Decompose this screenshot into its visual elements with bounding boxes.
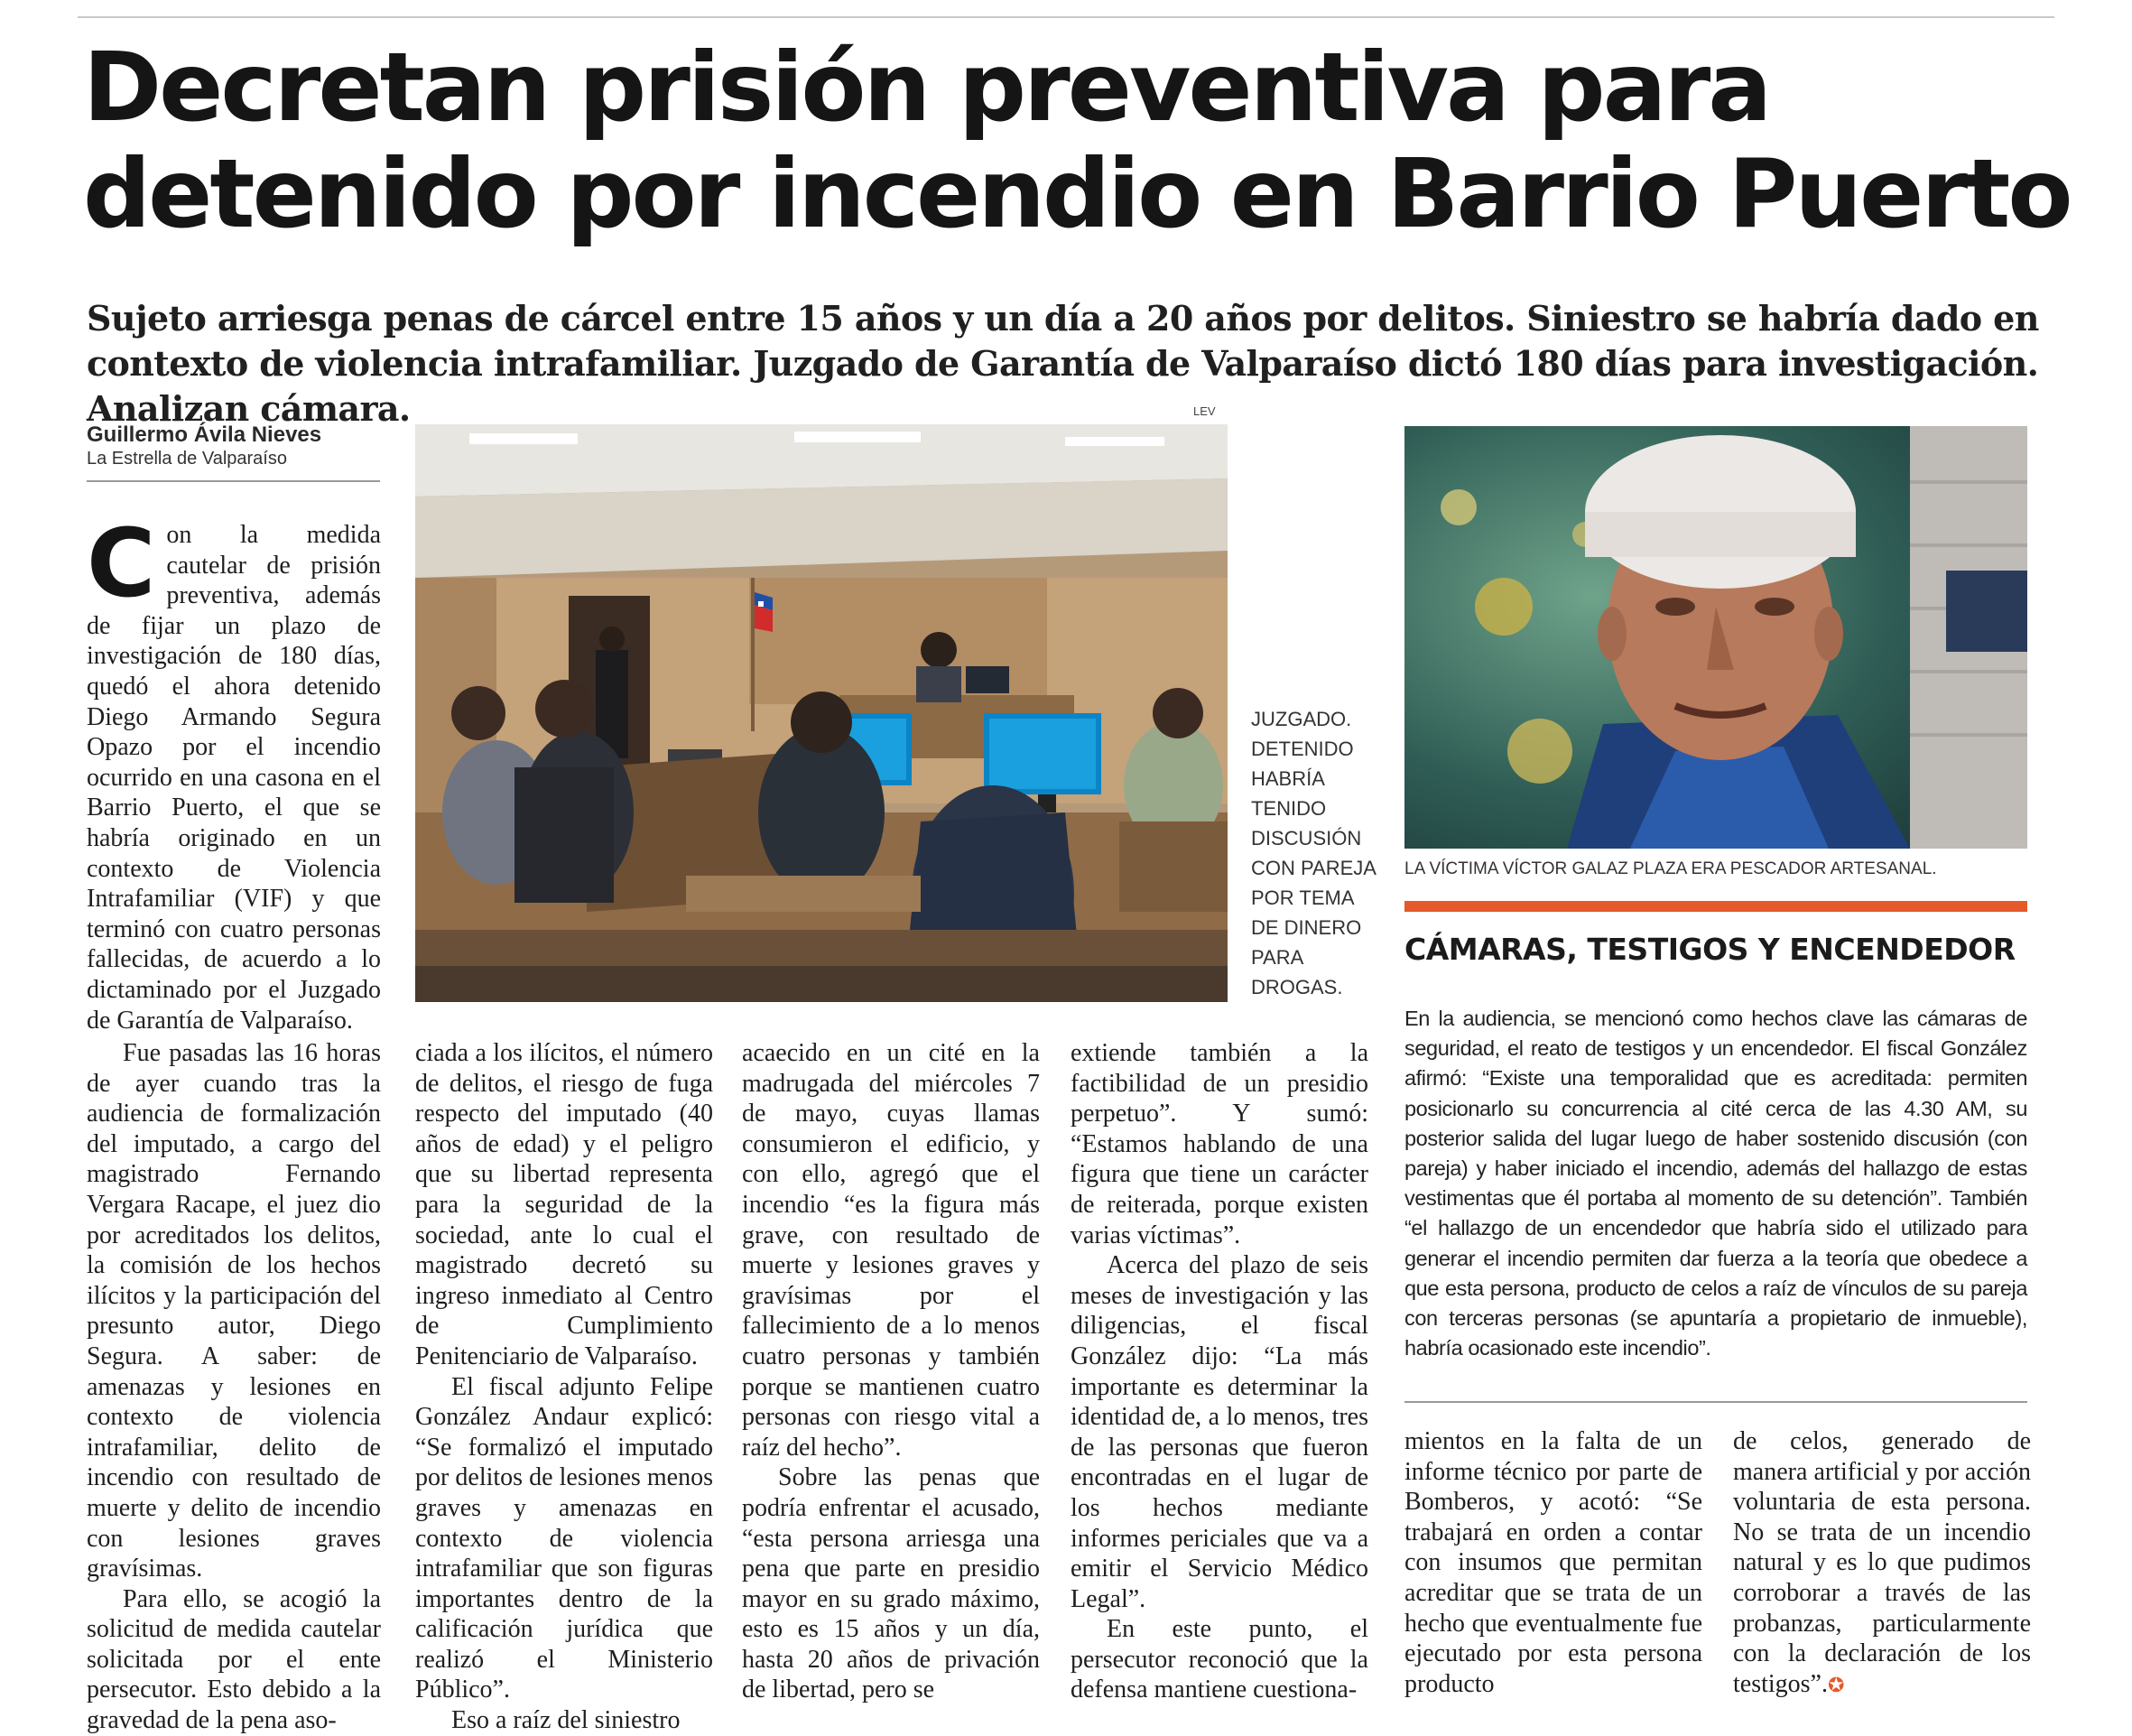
article-paragraph: Fue pasadas las 16 horas de ayer cuando tras la audiencia de formalización del imputado, a cargo del magistrado Fernando Vergara Racape, el juez dio por acreditados los delitos, la comisión de los hechos ilícitos y la participación del presunto autor, Diego Segura. A saber: de amenazas y lesiones en contexto de violencia intrafamiliar, delito de incendio con resultado de muerte y delito de incendio con lesiones graves gravísimas. — [87, 1039, 381, 1583]
article-paragraph-text: de celos, generado de manera artificial y por acción voluntaria de esta persona. No se trata de un incendio natural y es lo que pudimos corroborar a través de las probanzas, particularmente con la declaración de los testigos”. — [1733, 1427, 2031, 1698]
sidebar-accent-bar — [1404, 901, 2027, 912]
article-column-1 — [87, 508, 381, 1035]
victim-photo — [1404, 426, 2027, 849]
byline-author: Guillermo Ávila Nieves — [87, 422, 322, 447]
article-paragraph: Acerca del plazo de seis meses de investigación y las diligencias, el fiscal González dijo: “La más importante es determinar la identidad de, a lo menos, tres de las personas que fueron encontradas en el lugar de los hechos mediante informes periciales que va a emitir el Servicio Médico Legal”. — [1071, 1251, 1368, 1613]
article-column-4 — [1071, 1038, 1368, 1705]
article-paragraph: ciada a los ilícitos, el número de delitos, el riesgo de fuga respecto del imputado (40 años de edad) y el peligro que su libertad representa para la seguridad de la sociedad, ante lo cual el magistrado decretó su ingreso inmediato al Centro de Cumplimiento Penitenciario de Valparaíso. — [415, 1039, 713, 1370]
deck: Sujeto arriesga penas de cárcel entre 15 años y un día a 20 años por delitos. Siniestro se habría dado en contexto de violencia intrafamiliar. Juzgado de Garantía de Valparaíso dictó 180 días para investigación. Analizan cámara. — [87, 298, 2039, 429]
article-paragraph-text: on la medida cautelar de prisión preventiva, además de fijar un plazo de investigación de 180 días, quedó el ahora detenido Diego Armando Segura Opazo por el incendio ocurrido en una casona en el Barrio Puerto, el que se habría originado en un contexto de Violencia Intrafamiliar (VIF) y que terminó con cuatro personas fallecidas, de acuerdo a lo dictaminado por el Juzgado de Garantía de Valparaíso. — [87, 521, 381, 1035]
courtroom-photo — [415, 424, 1228, 1002]
sidebar-rule — [1404, 1401, 2027, 1403]
courtroom-photo-caption: JUZGADO. DETENIDO HABRÍA TENIDO DISCUSIÓN CON PAREJA POR TEMA DE DINERO PARA DROGAS. — [1251, 708, 1376, 998]
article-paragraph: acaecido en un cité en la madrugada del miércoles 7 de mayo, cuyas llamas consumieron el edificio, y con ello, agregó que el incendio “es la figura más grave, con resultado de muerte y lesiones graves y gravísimas por el fallecimiento de a lo menos cuatro personas y también porque se mantienen cuatro personas con riesgo vital a raíz del hecho”. — [742, 1039, 1040, 1462]
article-paragraph: mientos en la falta de un informe técnico por parte de Bomberos, y acotó: “Se trabajará en orden a contar con insumos que permitan acreditar que se trata de un hecho que eventualmente fue ejecutado por esta persona producto — [1404, 1427, 1702, 1698]
article-column-6 — [1733, 1426, 2031, 1701]
article-paragraph: extiende también a la factibilidad de un presidio perpetuo”. Y sumó: “Estamos hablando de una figura que tiene un carácter de reiterada, porque existen varias víctimas”. — [1071, 1039, 1368, 1249]
article-paragraph — [87, 508, 381, 1035]
headline — [83, 34, 2087, 247]
drop-cap: C — [87, 508, 156, 618]
headline-line-2: detenido por incendio en Barrio Puerto — [83, 139, 2071, 249]
byline-rule — [87, 480, 380, 482]
article-column-5 — [1404, 1426, 1702, 1699]
article-paragraph: Sobre las penas que podría enfrentar el acusado, “esta persona arriesga una pena que parte en presidio mayor en su grado máximo, esto es 15 años y un día, hasta 20 años de privación de libertad, pero se — [742, 1463, 1040, 1704]
article-paragraph: El fiscal adjunto Felipe González Andaur explicó: “Se formalizó el imputado por delitos de lesiones menos graves y amenazas en contexto de violencia intrafamiliar que son figuras importantes dentro de la calificación jurídica que realizó el Ministerio Público”. — [415, 1372, 713, 1704]
sidebar-title: CÁMARAS, TESTIGOS Y ENCENDEDOR — [1404, 932, 2016, 967]
byline — [87, 422, 321, 469]
article-column-1-continued — [87, 1038, 381, 1736]
article-paragraph: Para ello, se acogió la solicitud de medida cautelar solicitada por el ente persecutor. Esto debido a la gravedad de la pena aso- — [87, 1584, 381, 1735]
article-column-2 — [415, 1038, 713, 1736]
article-paragraph: Eso a raíz del siniestro — [451, 1706, 681, 1735]
top-rule — [78, 16, 2054, 18]
end-mark-icon: ✪ — [1828, 1674, 1845, 1697]
article-paragraph — [1733, 1426, 2031, 1701]
sidebar-body: En la audiencia, se mencionó como hechos clave las cámaras de seguridad, el reato de testigos y un encendedor. El fiscal González afirmó: “Existe una temporalidad que es acreditada: permiten posicionarlo su concurrencia al cité cerca de las 4.30 AM, su posterior salida del lugar luego de haber sostenido discusión (con pareja) y haber iniciado el incendio, además del hallazgo de estas vestimentas que él portaba al momento de su detención”. También “el hallazgo de un encendedor que habría sido el utilizado para generar el incendio permiten dar fuerza a la teoría que obedece a que esta persona, producto de celos a raíz de vínculos de su pareja con terceras personas (se apuntaría a propietario de inmueble), habría ocasionado este incendio”. — [1404, 1007, 2027, 1360]
byline-outlet: La Estrella de Valparaíso — [87, 449, 287, 469]
article-paragraph: En este punto, el persecutor reconoció que la defensa mantiene cuestiona- — [1071, 1615, 1368, 1704]
victim-photo-caption: LA VÍCTIMA VÍCTOR GALAZ PLAZA ERA PESCADOR ARTESANAL. — [1404, 859, 1937, 878]
headline-line-1: Decretan prisión preventiva para — [83, 32, 1770, 143]
article-column-3 — [742, 1038, 1040, 1705]
photo-credit: LEV — [1193, 404, 1216, 418]
